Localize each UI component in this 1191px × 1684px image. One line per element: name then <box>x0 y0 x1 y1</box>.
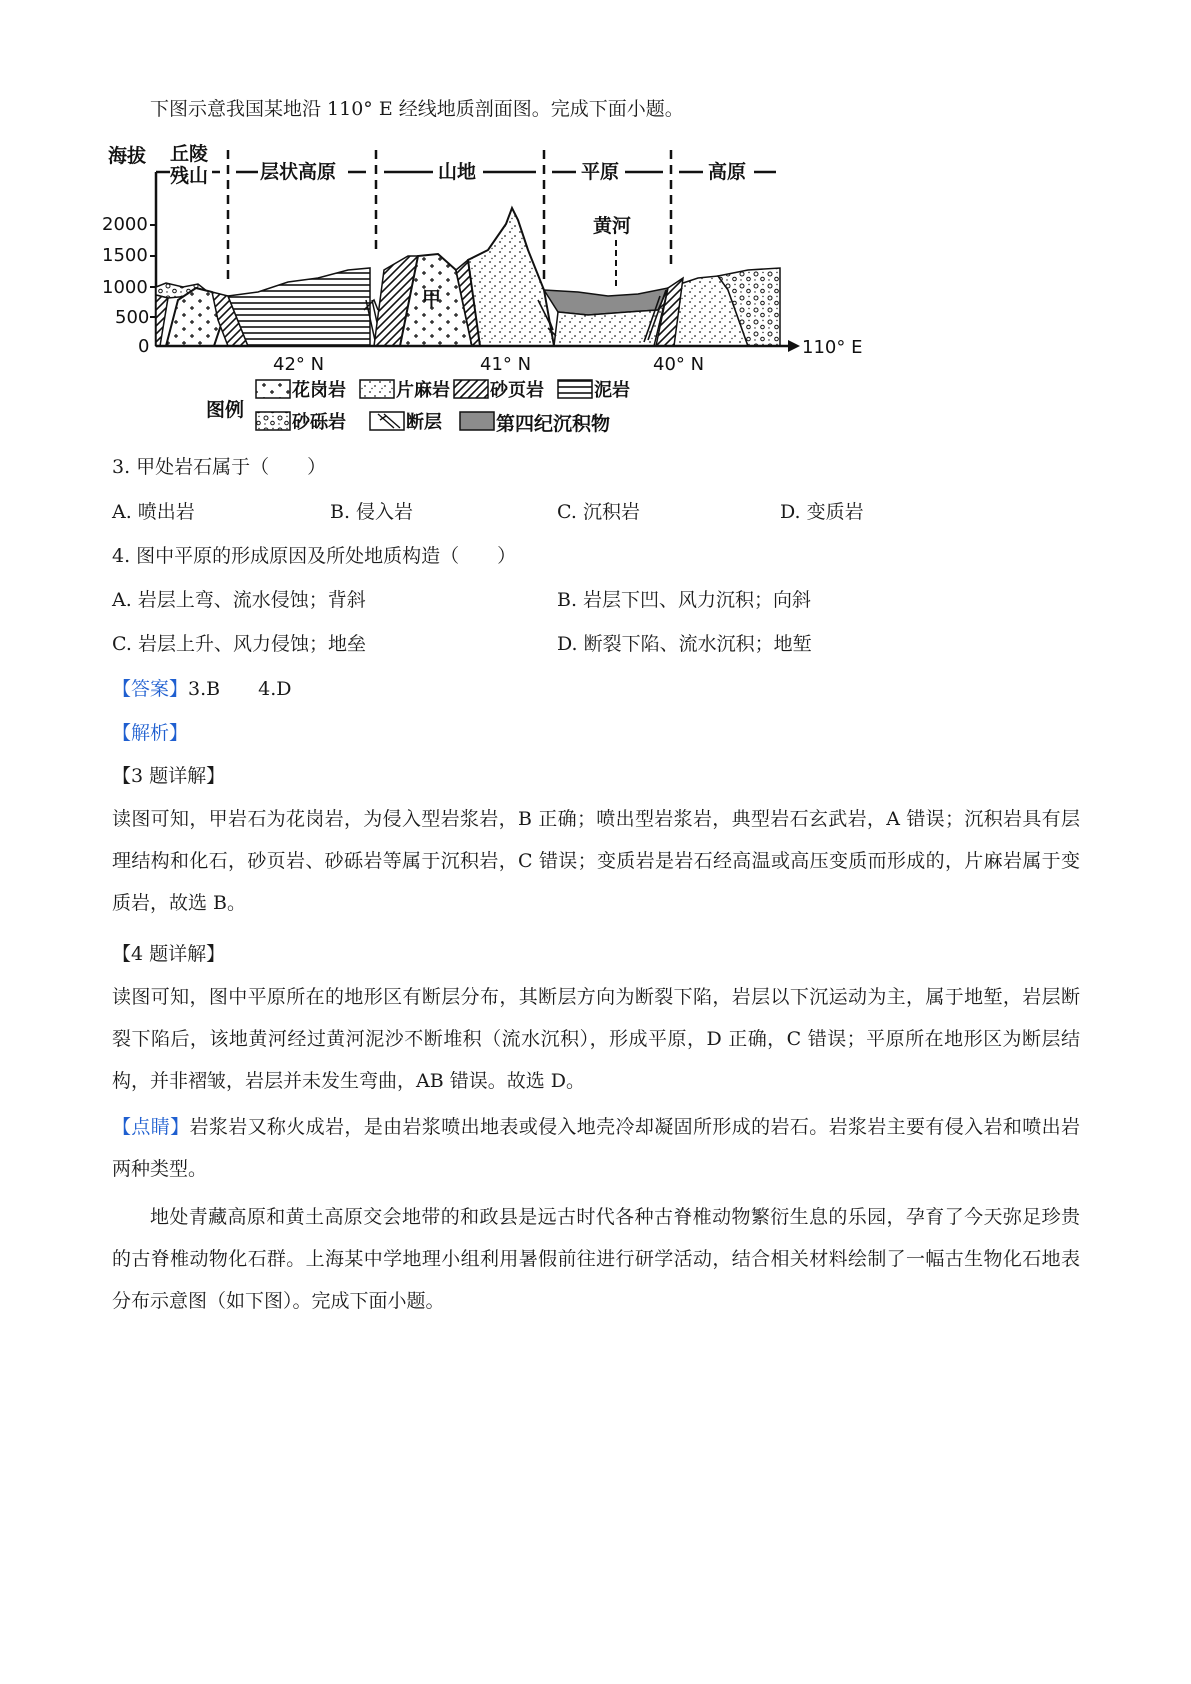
region-hills-label-2: 残山 <box>170 165 209 187</box>
legend-fault <box>370 411 442 433</box>
q3-option-c: C. 沉积岩 <box>557 501 640 523</box>
legend-conglomerate <box>256 411 346 433</box>
q4-detail-label: 【4 题详解】 <box>112 943 226 965</box>
y-tick-0: 0 <box>138 336 150 357</box>
y-tick-1500: 1500 <box>102 245 148 266</box>
region-plain-label: 平原 <box>581 161 620 183</box>
q3-detail-text: 读图可知，甲岩石为花岗岩，为侵入型岩浆岩，B 正确；喷出型岩浆岩，典型岩石玄武岩，A 错误；沉积岩具有层理结构和化石，砂页岩、砂砾岩等属于沉积岩，C 错误；变质岩是岩石经高温或高压变质而形成的，片麻岩属于变质岩，故选 B。 <box>112 808 1080 914</box>
svg-text:第四纪沉积物: 第四纪沉积物 <box>496 413 611 435</box>
note-paragraph <box>112 1106 1080 1190</box>
river-label: 黄河 <box>593 215 632 237</box>
note-label: 【点睛】 <box>112 1116 190 1138</box>
x-tick-40n: 40° N <box>653 354 705 375</box>
q4-option-c: C. 岩层上升、风力侵蚀；地垒 <box>112 633 366 655</box>
answer-label: 【答案】 <box>112 678 189 700</box>
y-tick-2000: 2000 <box>102 214 148 235</box>
q3-option-a: A. 喷出岩 <box>112 501 195 523</box>
q4-option-d: D. 断裂下陷、流水沉积；地堑 <box>557 633 812 655</box>
intro-text: 下图示意我国某地沿 110° E 经线地质剖面图。完成下面小题。 <box>150 98 684 120</box>
y-axis-label: 海拔 <box>108 145 147 167</box>
region-mountain-label: 山地 <box>438 161 477 183</box>
q3-option-d: D. 变质岩 <box>780 501 864 523</box>
next-intro-text: 地处青藏高原和黄土高原交会地带的和政县是远古时代各种古脊椎动物繁衍生息的乐园，孕育了今天弥足珍贵的古脊椎动物化石群。上海某中学地理小组利用暑假前往进行研学活动，结合相关材料绘制了一幅古生物化石地表分布示意图（如下图）。完成下面小题。 <box>112 1206 1080 1312</box>
y-tick-500: 500 <box>115 307 150 328</box>
marker-jia: 甲 <box>422 288 442 310</box>
answer-text: 3.B 4.D <box>188 678 292 700</box>
svg-text:片麻岩: 片麻岩 <box>396 380 450 401</box>
y-tick-1000: 1000 <box>102 277 148 298</box>
geologic-section-diagram <box>102 143 888 445</box>
legend-sandshale <box>454 379 544 401</box>
legend-granite <box>256 379 346 401</box>
q3-stem: 3. 甲处岩石属于（ ） <box>112 456 327 478</box>
svg-text:断层: 断层 <box>406 412 442 433</box>
q4-stem: 4. 图中平原的形成原因及所处地质构造（ ） <box>112 545 517 567</box>
analysis-label: 【解析】 <box>112 722 189 744</box>
legend-mudstone <box>558 379 630 401</box>
region-hills-label: 丘陵 <box>170 143 209 165</box>
q3-detail-label: 【3 题详解】 <box>112 765 226 787</box>
q4-option-a: A. 岩层上弯、流水侵蚀；背斜 <box>112 589 366 611</box>
svg-text:砂页岩: 砂页岩 <box>490 380 544 401</box>
legend-gneiss <box>360 379 450 401</box>
answer-line <box>112 676 291 702</box>
note-text: 岩浆岩又称火成岩，是由岩浆喷出地表或侵入地壳冷却凝固所形成的岩石。岩浆岩主要有侵入岩和喷出岩两种类型。 <box>112 1116 1080 1180</box>
x-tick-42n: 42° N <box>273 354 325 375</box>
svg-text:砂砾岩: 砂砾岩 <box>292 412 346 433</box>
legend-title: 图例 <box>206 399 245 421</box>
svg-text:花岗岩: 花岗岩 <box>292 380 346 401</box>
q4-detail-text: 读图可知，图中平原所在的地形区有断层分布，其断层方向为断裂下陷，岩层以下沉运动为主，属于地堑，岩层断裂下陷后，该地黄河经过黄河泥沙不断堆积（流水沉积），形成平原，D 正确，C 错误；平原所在地形区为断层结构，并非褶皱，岩层并未发生弯曲，AB 错误。故选 D。 <box>112 986 1080 1092</box>
region-layered-plateau-label: 层状高原 <box>260 161 337 183</box>
q3-option-b: B. 侵入岩 <box>330 501 414 523</box>
q4-option-b: B. 岩层下凹、风力沉积；向斜 <box>557 589 812 611</box>
x-tick-41n: 41° N <box>480 354 532 375</box>
region-plateau-label: 高原 <box>708 161 747 183</box>
svg-text:泥岩: 泥岩 <box>594 380 630 401</box>
x-axis-end-label: 110° E <box>802 337 863 358</box>
legend-quaternary <box>460 412 610 435</box>
